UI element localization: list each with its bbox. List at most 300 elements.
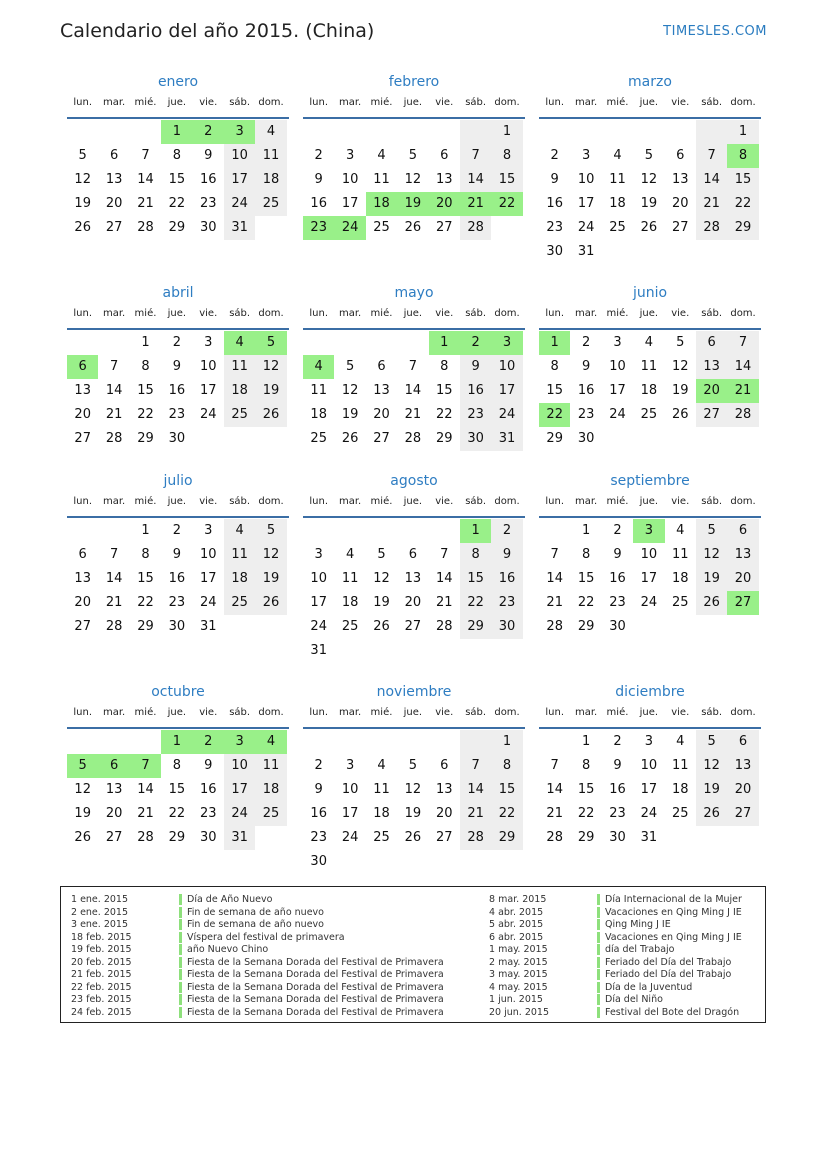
legend-row (71, 919, 324, 931)
day-cell: 27 (696, 403, 727, 427)
day-cell: 12 (404, 172, 422, 187)
day-cell: 2 (172, 335, 181, 350)
legend-holiday-name: Feriado del Día del Trabajo (605, 969, 732, 980)
weekday-label: vie. (671, 97, 690, 108)
day-cell: 12 (255, 355, 286, 379)
holiday-day: 2 (460, 331, 491, 355)
day-cell: 2 (613, 734, 622, 749)
legend-row (489, 944, 674, 956)
day-cell: 11 (341, 571, 359, 586)
holiday-legend (60, 886, 766, 1023)
holiday-day: 23 (303, 216, 334, 240)
day-cell: 19 (74, 196, 91, 211)
day-cell: 11 (671, 758, 689, 773)
weekday-header (67, 304, 289, 328)
empty-day (130, 730, 161, 754)
legend-date: 8 mar. 2015 (489, 894, 547, 905)
empty-day (696, 120, 727, 144)
day-cell: 1 (491, 730, 522, 754)
weekday-label: mar. (574, 496, 598, 507)
day-cell: 30 (168, 431, 186, 446)
month-octubre (67, 681, 289, 850)
empty-day (334, 120, 365, 144)
day-cell: 18 (373, 806, 390, 821)
weekday-label: vie. (435, 496, 454, 507)
day-cell: 31 (640, 830, 658, 845)
legend-holiday-name: Fin de semana de año nuevo (187, 906, 324, 918)
day-cell: 12 (255, 543, 286, 567)
day-cell: 27 (74, 619, 91, 634)
legend-date: 2 may. 2015 (489, 956, 548, 968)
month-title: julio (163, 473, 193, 489)
day-cell: 13 (696, 355, 727, 379)
day-cell: 21 (435, 595, 453, 610)
day-cell: 20 (727, 778, 758, 802)
legend-marker (597, 907, 600, 918)
day-cell: 26 (341, 431, 359, 446)
day-cell: 28 (105, 619, 123, 634)
day-cell: 17 (199, 571, 217, 586)
weekday-label: sáb. (701, 707, 723, 718)
day-cell: 28 (727, 403, 758, 427)
day-cell: 4 (644, 335, 653, 350)
day-cell: 25 (224, 591, 255, 615)
day-cell: 22 (577, 806, 595, 821)
month-mayo (303, 282, 525, 451)
weekday-label: lun. (309, 97, 329, 108)
empty-day (460, 730, 491, 754)
weekday-label: lun. (73, 707, 93, 718)
legend-date: 5 abr. 2015 (489, 919, 544, 930)
holiday-day: 27 (727, 591, 758, 615)
day-cell: 7 (141, 148, 150, 163)
month-junio (539, 282, 761, 451)
day-cell: 4 (676, 523, 685, 538)
empty-day (665, 120, 696, 144)
weekday-label: mié. (370, 308, 393, 319)
day-cell: 8 (141, 547, 150, 562)
day-cell: 29 (137, 431, 154, 446)
day-cell: 22 (168, 196, 186, 211)
empty-day (539, 519, 570, 543)
legend-marker (597, 969, 600, 980)
day-cell: 23 (310, 830, 327, 845)
day-cell: 20 (373, 407, 390, 422)
day-cell: 22 (435, 407, 453, 422)
day-cell: 19 (341, 407, 359, 422)
day-cell: 24 (640, 595, 658, 610)
day-grid (539, 331, 761, 451)
day-cell: 19 (671, 383, 689, 398)
holiday-day: 22 (491, 192, 522, 216)
day-cell: 17 (224, 168, 255, 192)
day-cell: 20 (105, 196, 123, 211)
day-cell: 2 (172, 523, 181, 538)
empty-day (539, 730, 570, 754)
day-grid (67, 331, 289, 451)
day-cell: 16 (168, 571, 186, 586)
day-cell: 6 (696, 331, 727, 355)
weekday-label: vie. (435, 308, 454, 319)
empty-day (98, 120, 129, 144)
legend-marker (597, 944, 600, 955)
legend-holiday-name: Vacaciones en Qing Ming J IE (605, 931, 742, 943)
day-cell: 6 (440, 758, 449, 773)
day-cell: 16 (546, 196, 563, 211)
day-cell: 27 (435, 830, 453, 845)
holiday-day: 1 (161, 120, 192, 144)
weekday-label: lun. (73, 97, 93, 108)
weekday-label: jue. (639, 97, 659, 108)
month-diciembre (539, 681, 761, 850)
weekday-label: vie. (435, 707, 454, 718)
day-cell: 24 (199, 407, 217, 422)
day-cell: 10 (199, 547, 217, 562)
legend-marker (597, 982, 600, 993)
day-cell: 30 (546, 244, 563, 259)
day-cell: 10 (609, 359, 626, 374)
day-cell: 15 (577, 782, 595, 797)
day-cell: 11 (640, 359, 658, 374)
weekday-label: mié. (606, 496, 629, 507)
day-cell: 28 (546, 619, 563, 634)
month-rule (303, 117, 525, 119)
day-cell: 10 (224, 144, 255, 168)
weekday-label: vie. (199, 707, 218, 718)
weekday-label: jue. (639, 308, 659, 319)
month-rule (67, 516, 289, 518)
weekday-label: vie. (199, 308, 218, 319)
month-rule (303, 727, 525, 729)
legend-row (489, 957, 731, 969)
day-cell: 8 (141, 359, 150, 374)
empty-day (397, 519, 428, 543)
legend-marker (179, 982, 182, 993)
weekday-label: vie. (199, 97, 218, 108)
day-cell: 8 (440, 359, 449, 374)
day-cell: 3 (204, 335, 213, 350)
day-cell: 19 (404, 806, 422, 821)
day-cell: 24 (640, 806, 658, 821)
day-cell: 27 (373, 431, 390, 446)
legend-marker (179, 944, 182, 955)
holiday-day: 8 (727, 144, 758, 168)
day-cell: 21 (137, 196, 154, 211)
day-cell: 2 (550, 148, 559, 163)
day-cell: 10 (310, 571, 327, 586)
day-cell: 15 (491, 778, 522, 802)
day-cell: 29 (577, 619, 595, 634)
holiday-day: 2 (193, 120, 224, 144)
weekday-label: jue. (167, 707, 187, 718)
day-cell: 8 (172, 758, 181, 773)
month-noviembre (303, 681, 525, 874)
day-cell: 6 (727, 519, 758, 543)
day-cell: 12 (696, 543, 727, 567)
day-cell: 23 (168, 407, 186, 422)
day-cell: 23 (577, 407, 595, 422)
day-cell: 4 (345, 547, 355, 562)
day-cell: 25 (671, 806, 689, 821)
day-cell: 16 (609, 782, 626, 797)
month-agosto (303, 470, 525, 663)
day-cell: 26 (255, 591, 286, 615)
day-cell: 5 (377, 547, 386, 562)
day-cell: 3 (345, 148, 355, 163)
day-cell: 9 (613, 547, 622, 562)
legend-marker (597, 932, 600, 943)
month-title: enero (157, 74, 199, 90)
day-cell: 8 (491, 144, 522, 168)
day-cell: 13 (404, 571, 422, 586)
legend-row (71, 932, 345, 944)
day-cell: 11 (255, 144, 286, 168)
day-cell: 24 (224, 192, 255, 216)
day-cell: 23 (199, 196, 217, 211)
empty-day (303, 730, 334, 754)
day-cell: 26 (74, 830, 91, 845)
day-cell: 2 (491, 519, 522, 543)
day-cell: 9 (581, 359, 591, 374)
weekday-label: dom. (494, 97, 520, 108)
weekday-label: mar. (338, 308, 362, 319)
weekday-label: sáb. (229, 707, 251, 718)
day-cell: 3 (581, 148, 591, 163)
day-cell: 13 (435, 172, 453, 187)
day-cell: 28 (696, 216, 727, 240)
day-cell: 11 (310, 383, 327, 398)
day-cell: 31 (199, 619, 217, 634)
day-cell: 8 (581, 758, 591, 773)
day-cell: 19 (640, 196, 658, 211)
weekday-label: dom. (258, 707, 284, 718)
holiday-day: 4 (224, 331, 255, 355)
legend-holiday-name: Fin de semana de año nuevo (187, 919, 324, 930)
day-cell: 7 (109, 359, 119, 374)
day-cell: 28 (435, 619, 453, 634)
day-grid (539, 120, 761, 264)
day-cell: 4 (377, 148, 386, 163)
day-cell: 14 (460, 778, 491, 802)
day-cell: 14 (435, 571, 453, 586)
day-cell: 26 (640, 220, 658, 235)
holiday-day: 18 (366, 192, 397, 216)
month-julio (67, 470, 289, 639)
day-cell: 16 (577, 383, 595, 398)
day-cell: 25 (341, 619, 359, 634)
holiday-day: 6 (67, 355, 98, 379)
month-title: noviembre (376, 684, 452, 700)
legend-date: 3 ene. 2015 (71, 919, 128, 930)
day-cell: 13 (373, 383, 390, 398)
weekday-label: lun. (545, 707, 565, 718)
empty-day (334, 730, 365, 754)
weekday-label: mié. (134, 97, 157, 108)
day-cell: 29 (727, 216, 758, 240)
day-cell: 17 (640, 782, 658, 797)
day-cell: 28 (137, 220, 154, 235)
day-cell: 25 (640, 407, 658, 422)
day-cell: 12 (341, 383, 359, 398)
day-cell: 22 (727, 192, 758, 216)
day-cell: 29 (168, 830, 186, 845)
weekday-label: jue. (639, 707, 659, 718)
day-cell: 10 (341, 172, 359, 187)
day-cell: 15 (435, 383, 453, 398)
day-grid (303, 120, 525, 240)
day-cell: 6 (78, 547, 87, 562)
day-cell: 16 (609, 571, 626, 586)
month-rule (67, 727, 289, 729)
day-cell: 17 (341, 806, 359, 821)
weekday-label: jue. (167, 308, 187, 319)
empty-day (366, 331, 397, 355)
day-cell: 20 (404, 595, 422, 610)
day-cell: 14 (460, 168, 491, 192)
legend-date: 2 ene. 2015 (71, 906, 128, 918)
day-cell: 10 (577, 172, 595, 187)
legend-marker (597, 957, 600, 968)
empty-day (602, 120, 633, 144)
day-cell: 14 (546, 782, 563, 797)
empty-day (334, 519, 365, 543)
empty-day (397, 730, 428, 754)
weekday-header (539, 93, 761, 117)
weekday-header (67, 492, 289, 516)
legend-marker (179, 932, 182, 943)
weekday-label: lun. (73, 308, 93, 319)
legend-holiday-name: Fiesta de la Semana Dorada del Festival de Primavera (187, 981, 444, 993)
day-cell: 10 (199, 359, 217, 374)
empty-day (366, 519, 397, 543)
weekday-label: sáb. (229, 97, 251, 108)
day-cell: 30 (460, 427, 491, 451)
day-cell: 15 (546, 383, 563, 398)
day-grid (303, 730, 525, 874)
legend-holiday-name: día del Trabajo (605, 944, 675, 955)
legend-date: 18 feb. 2015 (71, 931, 132, 943)
legend-row (71, 969, 444, 981)
day-cell: 12 (696, 754, 727, 778)
day-cell: 9 (460, 355, 491, 379)
legend-date: 21 feb. 2015 (71, 969, 132, 980)
holiday-day: 2 (193, 730, 224, 754)
day-cell: 11 (224, 543, 255, 567)
weekday-label: mar. (338, 97, 362, 108)
day-cell: 24 (609, 407, 626, 422)
day-cell: 4 (676, 734, 685, 749)
day-cell: 4 (377, 758, 386, 773)
weekday-label: sáb. (229, 496, 251, 507)
holiday-day: 24 (334, 216, 365, 240)
weekday-label: dom. (258, 97, 284, 108)
weekday-label: mar. (102, 97, 126, 108)
day-cell: 7 (408, 359, 417, 374)
holiday-day: 1 (429, 331, 460, 355)
day-cell: 14 (105, 571, 123, 586)
day-cell: 16 (199, 172, 217, 187)
holiday-day: 4 (255, 730, 286, 754)
legend-marker (179, 1007, 182, 1018)
legend-marker (179, 907, 182, 918)
legend-holiday-name: Festival del Bote del Dragón (605, 1006, 740, 1018)
day-cell: 24 (491, 403, 522, 427)
day-cell: 14 (727, 355, 758, 379)
weekday-label: mié. (370, 707, 393, 718)
weekday-label: vie. (199, 496, 218, 507)
weekday-label: vie. (435, 97, 454, 108)
weekday-label: lun. (73, 496, 93, 507)
day-cell: 14 (137, 782, 154, 797)
day-cell: 7 (550, 547, 559, 562)
day-cell: 20 (727, 567, 758, 591)
brand-link[interactable]: TIMESLES.COM (663, 24, 767, 39)
month-title: marzo (628, 74, 672, 90)
weekday-label: jue. (639, 496, 659, 507)
weekday-label: jue. (403, 707, 423, 718)
empty-day (429, 519, 460, 543)
month-rule (539, 117, 761, 119)
day-cell: 23 (609, 595, 626, 610)
legend-date: 6 abr. 2015 (489, 931, 544, 943)
day-cell: 9 (314, 782, 323, 797)
day-cell: 7 (109, 547, 119, 562)
day-cell: 24 (224, 802, 255, 826)
day-cell: 12 (373, 571, 390, 586)
day-cell: 20 (74, 595, 91, 610)
day-cell: 21 (404, 407, 422, 422)
holiday-day: 1 (460, 519, 491, 543)
weekday-label: jue. (403, 308, 423, 319)
day-cell: 31 (310, 643, 327, 658)
day-cell: 12 (74, 782, 91, 797)
legend-row (71, 957, 444, 969)
day-cell: 13 (727, 754, 758, 778)
day-cell: 16 (199, 782, 217, 797)
day-cell: 19 (74, 806, 91, 821)
day-cell: 27 (435, 220, 453, 235)
weekday-label: lun. (309, 496, 329, 507)
empty-day (67, 519, 98, 543)
weekday-label: dom. (494, 707, 520, 718)
day-cell: 21 (460, 802, 491, 826)
weekday-label: mar. (574, 97, 598, 108)
day-cell: 8 (460, 543, 491, 567)
day-cell: 17 (609, 383, 626, 398)
day-cell: 6 (109, 148, 119, 163)
day-cell: 6 (676, 148, 685, 163)
day-cell: 12 (671, 359, 689, 374)
day-cell: 17 (640, 571, 658, 586)
month-rule (67, 328, 289, 330)
day-cell: 26 (74, 220, 91, 235)
day-cell: 3 (613, 335, 622, 350)
day-grid (303, 519, 525, 663)
weekday-header (303, 304, 525, 328)
day-cell: 1 (491, 120, 522, 144)
legend-holiday-name: Fiesta de la Semana Dorada del Festival de Primavera (187, 969, 444, 980)
holiday-day: 4 (303, 355, 334, 379)
weekday-label: lun. (545, 496, 565, 507)
day-cell: 6 (408, 547, 417, 562)
legend-holiday-name: Día de la Juventud (605, 981, 693, 993)
day-cell: 14 (546, 571, 563, 586)
empty-day (397, 331, 428, 355)
legend-holiday-name: Víspera del festival de primavera (187, 931, 345, 943)
day-cell: 15 (137, 383, 154, 398)
weekday-label: dom. (730, 707, 756, 718)
empty-day (397, 120, 428, 144)
